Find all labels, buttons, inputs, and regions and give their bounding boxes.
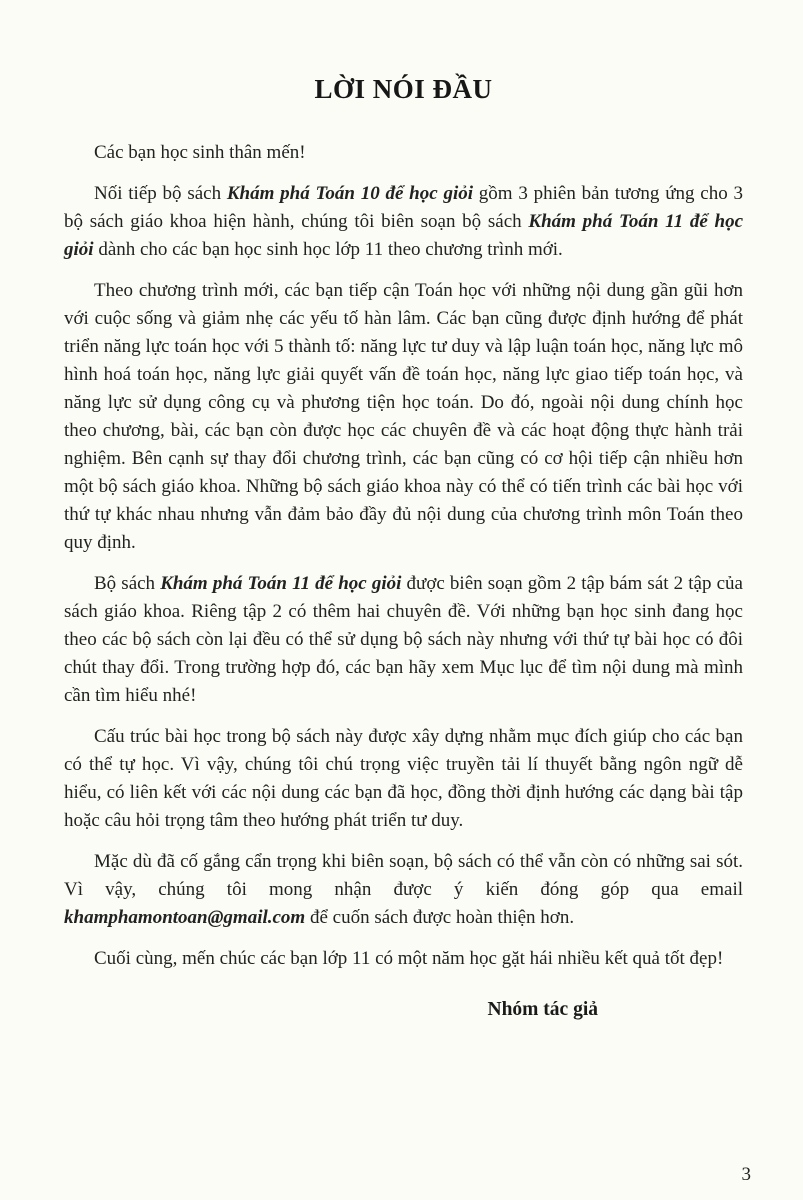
- paragraph-text: Nối tiếp bộ sách: [94, 183, 227, 204]
- paragraph-text: dành cho các bạn học sinh học lớp 11 theo chương trình mới.: [93, 239, 563, 260]
- emphasized-text: Khám phá Toán 11 để học giỏi: [160, 573, 402, 594]
- paragraph: [64, 277, 743, 557]
- paragraph-text: Cuối cùng, mến chúc các bạn lớp 11 có một năm học gặt hái nhiều kết quả tốt đẹp!: [94, 948, 724, 969]
- paragraph-text: Theo chương trình mới, các bạn tiếp cận Toán học với những nội dung gần gũi hơn với cuộc sống và giảm nhẹ các yếu tố hàn lâm. Các bạn cũng được định hướng để phát triển năng lực toán học với 5 thành tố: năng lực tư duy và lập luận toán học, năng lực mô hình hoá toán học, năng lực giải quyết vấn đề toán học, năng lực giao tiếp toán học, và năng lực sử dụng công cụ và phương tiện học toán. Do đó, ngoài nội dung chính học theo chương, bài, các bạn còn được học các chuyên đề và các hoạt động thực hành trải nghiệm. Bên cạnh sự thay đổi chương trình, các bạn cũng có cơ hội tiếp cận nhiều hơn một bộ sách giáo khoa. Những bộ sách giáo khoa này có thể có tiến trình các bài học với thứ tự khác nhau nhưng vẫn đảm bảo đầy đủ nội dung của chương trình môn Toán theo quy định.: [64, 280, 743, 553]
- paragraph-text: gồm 3 phiên bản tương ứng cho 3 bộ sách giáo khoa hiện hành, chúng tôi biên soạn bộ sách: [64, 183, 743, 232]
- emphasized-text: khamphamontoan@gmail.com: [64, 907, 306, 928]
- paragraphs-container: [64, 139, 743, 973]
- paragraph: [64, 139, 743, 167]
- author-signature: Nhóm tác giả: [487, 999, 598, 1020]
- paragraph-text: Các bạn học sinh thân mến!: [94, 142, 306, 163]
- paragraph-text: Bộ sách: [94, 573, 161, 594]
- paragraph-text: để cuốn sách được hoàn thiện hơn.: [305, 907, 575, 928]
- paragraph-text: được biên soạn gồm 2 tập bám sát 2 tập của sách giáo khoa. Riêng tập 2 có thêm hai chuyên đề. Với những bạn học sinh đang học theo các bộ sách còn lại đều có thể sử dụng bộ sách này nhưng với thứ tự bài học có đôi chút thay đổi. Trong trường hợp đó, các bạn hãy xem Mục lục để tìm nội dung mà mình cần tìm hiểu nhé!: [64, 573, 743, 706]
- paragraph: [64, 570, 743, 710]
- paragraph: [64, 180, 743, 264]
- page-number: 3: [741, 1164, 751, 1185]
- emphasized-text: Khám phá Toán 11 để học giỏi: [64, 211, 743, 260]
- paragraph-text: Mặc dù đã cố gắng cẩn trọng khi biên soạn, bộ sách có thể vẫn còn có những sai sót. Vì vậy, chúng tôi mong nhận được ý kiến đóng góp qua email: [64, 851, 743, 900]
- paragraph: [64, 723, 743, 835]
- paragraph: [64, 848, 743, 932]
- paragraph-text: Cấu trúc bài học trong bộ sách này được xây dựng nhằm mục đích giúp cho các bạn có thể tự học. Vì vậy, chúng tôi chú trọng việc truyền tải lí thuyết bằng ngôn ngữ dễ hiểu, có liên kết với các nội dung các bạn đã học, đồng thời định hướng các dạng bài tập hoặc câu hỏi trọng tâm theo hướng phát triển tư duy.: [64, 726, 743, 831]
- page-title: LỜI NÓI ĐẦU: [314, 74, 493, 104]
- emphasized-text: Khám phá Toán 10 để học giỏi: [226, 183, 474, 204]
- paragraph: [64, 945, 743, 973]
